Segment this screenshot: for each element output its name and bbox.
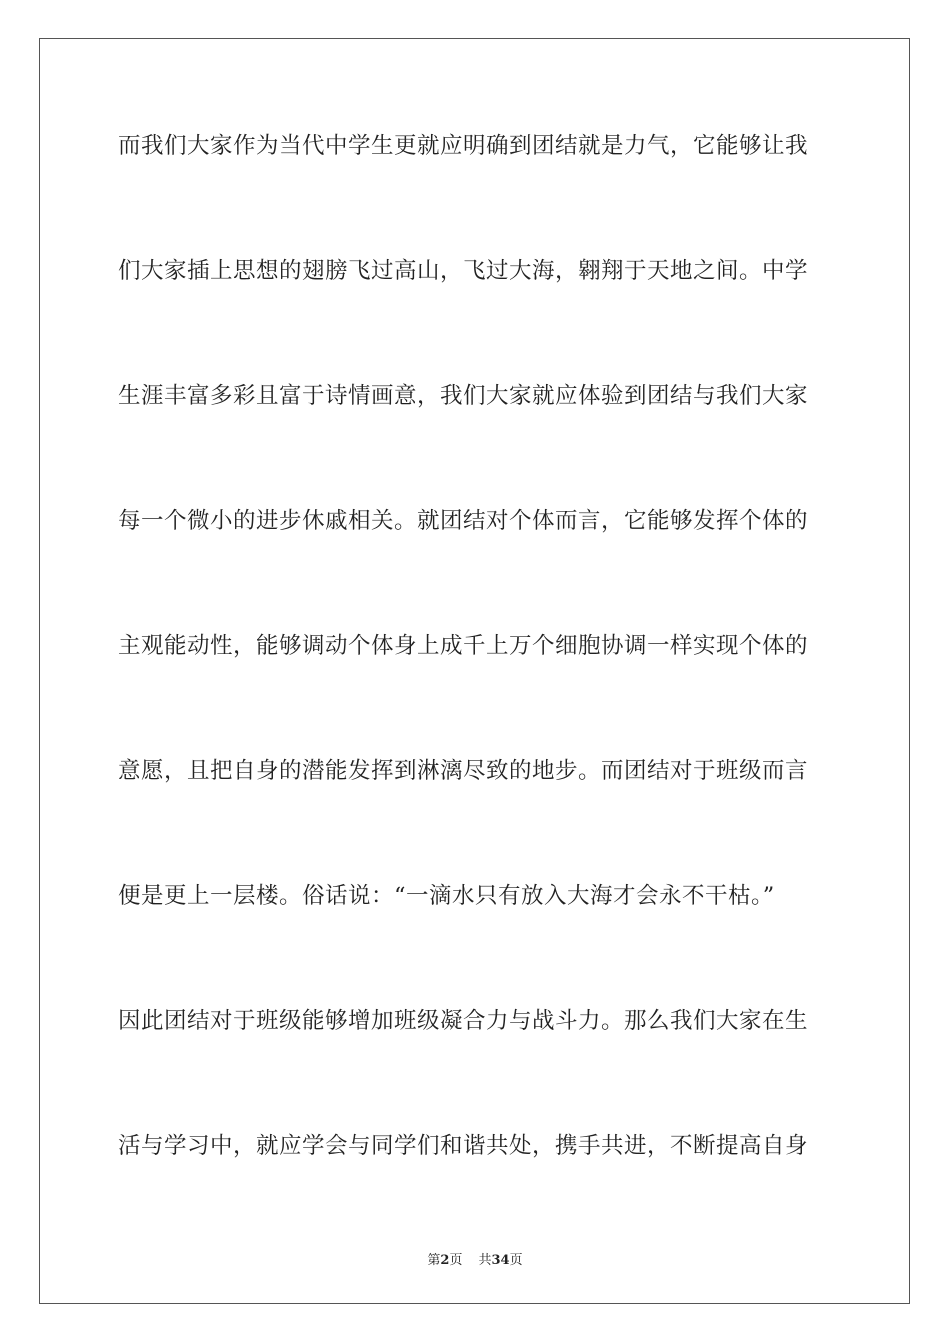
page-suffix: 页 (449, 1253, 463, 1268)
body-text (118, 122, 838, 1247)
page-footer (0, 1249, 950, 1268)
text-line: 意愿，且把自身的潜能发挥到淋漓尽致的地步。而团结对于班级而言 (118, 758, 809, 784)
page-number: 2 (440, 1253, 450, 1268)
text-line: 每一个微小的进步休戚相关。就团结对个体而言，它能够发挥个体的 (118, 508, 809, 534)
text-line: 主观能动性，能够调动个体身上成千上万个细胞协调一样实现个体的 (118, 633, 809, 659)
total-prefix: 共 (478, 1253, 492, 1268)
text-line: 便是更上一层楼。俗话说：“一滴水只有放入大海才会永不干枯。” (118, 883, 775, 909)
text-line: 们大家插上思想的翅膀飞过高山，飞过大海，翱翔于天地之间。中学 (118, 258, 809, 284)
total-pages: 34 (491, 1253, 510, 1268)
page-prefix: 第 (427, 1253, 441, 1268)
text-line: 生涯丰富多彩且富于诗情画意，我们大家就应体验到团结与我们大家 (118, 383, 809, 409)
text-line: 因此团结对于班级能够增加班级凝合力与战斗力。那么我们大家在生 (118, 1008, 809, 1034)
text-line: 而我们大家作为当代中学生更就应明确到团结就是力气，它能够让我 (118, 133, 809, 159)
text-line: 活与学习中，就应学会与同学们和谐共处，携手共进，不断提高自身 (118, 1133, 809, 1159)
total-suffix: 页 (509, 1253, 523, 1268)
